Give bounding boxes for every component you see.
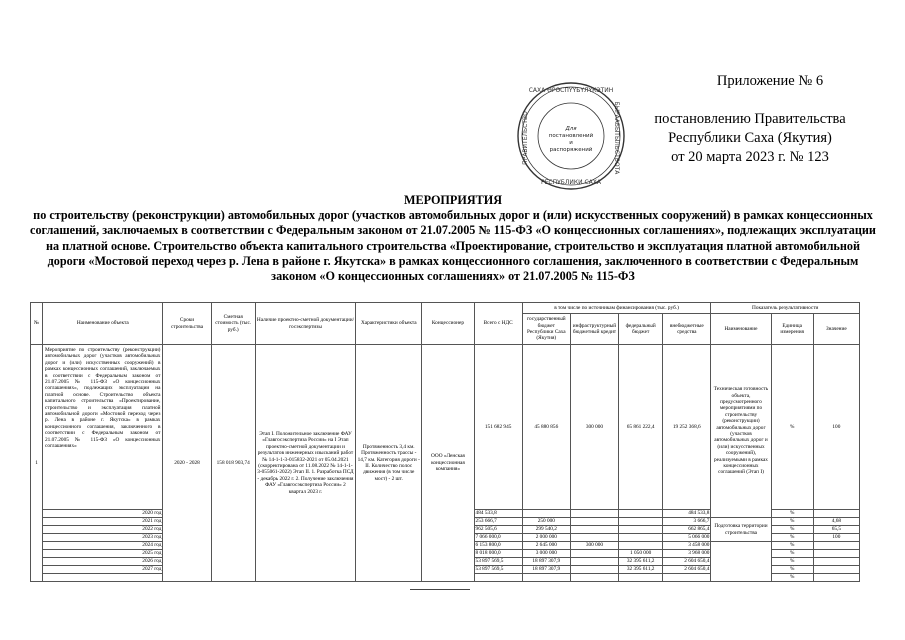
year-total: 7 066 000,0 (474, 534, 522, 542)
row-concessionaire: ООО «Ленская концессионная компания» (422, 345, 474, 582)
row-total: 151 682 945 (474, 345, 522, 510)
year-regional (522, 510, 570, 518)
row-period: 2020 - 2028 (163, 345, 211, 582)
year-total: 6 153 800,0 (474, 542, 522, 550)
header-src-federal: федеральный бюджет (619, 314, 663, 345)
year-regional: 299 540,2 (522, 526, 570, 534)
header-docs: Наличие проектно-сметной документации/госэкспертизы (255, 303, 355, 345)
year-infra (570, 534, 618, 542)
row-regional: 45 880 856 (522, 345, 570, 510)
year-label: 2024 год (43, 542, 163, 550)
year-total: 962 505,6 (474, 526, 522, 534)
row-res-name-2: Подготовка территории строительства (711, 518, 771, 542)
year-value (813, 566, 859, 574)
year-infra: 300 000 (570, 542, 618, 550)
svg-text:САХА ӨРӨСПҮҮБҮЛҮКЭТИН: САХА ӨРӨСПҮҮБҮЛҮКЭТИН (528, 87, 614, 94)
year-infra (570, 526, 618, 534)
year-label (43, 574, 163, 582)
header-concessionaire: Концессионер (422, 303, 474, 345)
year-federal (619, 518, 663, 526)
year-label: 2025 год (43, 550, 163, 558)
year-regional: 2 000 000 (522, 534, 570, 542)
svg-text:Для: Для (565, 126, 577, 132)
res-name-blank (711, 542, 771, 582)
year-infra (570, 510, 618, 518)
year-extra: 662 865,4 (663, 526, 711, 534)
year-unit: % (771, 550, 813, 558)
row-chars: Протяженность 3,4 км. Протяженность трассы - 14,7 км. Категория дороги - II. Количество полос движения (в том числе мост) - 2 шт. (356, 345, 422, 582)
svg-text:распоряжений: распоряжений (549, 147, 593, 153)
year-extra: 5 066 000 (663, 534, 711, 542)
annex-republic: Республики Саха (Якутия) (668, 130, 832, 146)
header-chars: Характеристики объекта (356, 303, 422, 345)
year-label: 2022 год (43, 526, 163, 534)
year-label: 2026 год (43, 558, 163, 566)
year-regional: 18 897 307,9 (522, 566, 570, 574)
year-total: 53 897 569,5 (474, 558, 522, 566)
row-num: 1 (31, 345, 43, 582)
end-divider (410, 589, 470, 590)
year-total: 53 897 569,5 (474, 566, 522, 574)
year-value (813, 510, 859, 518)
year-label: 2020 год (43, 510, 163, 518)
row-docs: Этап I. Положительное заключение ФАУ «Главгосэкспертиза России» на I Этап проектно-сметной документации и результатов инженерных изысканий работ № 14-1-1-3-015832-2021 от 05.04.2021 (скорректирована от 11.08.2022 № 14-1-1-3-055061-2022) Этап II. 1. Разработка ПСД - декабрь 2022 г. 2. Получение заключения ФАУ «Главгосэкспертиза России» 2 квартал 2023 г. (255, 345, 355, 582)
year-extra: 3 458 000 (663, 542, 711, 550)
year-value: 4,68 (813, 518, 859, 526)
document-title (28, 193, 878, 284)
year-value: 65,5 (813, 526, 859, 534)
year-total: 8 018 000,0 (474, 550, 522, 558)
header-total: Всего с НДС (474, 303, 522, 345)
year-unit: % (771, 566, 813, 574)
title-heading: МЕРОПРИЯТИЯ (403, 193, 503, 207)
year-value (813, 558, 859, 566)
year-value: 100 (813, 534, 859, 542)
annex-number: Приложение № 6 (716, 73, 824, 89)
header-src-extra: внебюджетные средства (663, 314, 711, 345)
header-results-group: Показатель результативности (711, 303, 860, 314)
year-infra (570, 558, 618, 566)
svg-text:БЫРААБЫТЫЛЬСТВОТА: БЫРААБЫТЫЛЬСТВОТА (613, 101, 620, 175)
year-unit: % (771, 510, 813, 518)
year-unit: % (771, 558, 813, 566)
year-unit: % (771, 574, 813, 582)
year-infra (570, 574, 618, 582)
year-federal: 1 050 000 (619, 550, 663, 558)
year-total: 253 666,7 (474, 518, 522, 526)
year-extra: 2 604 650,4 (663, 566, 711, 574)
row-cost: 158 018 903,74 (211, 345, 255, 582)
official-seal (515, 80, 627, 192)
year-unit: % (771, 542, 813, 550)
year-value (813, 542, 859, 550)
measures-table (30, 302, 860, 582)
svg-text:ПРАВИТЕЛЬСТВО: ПРАВИТЕЛЬСТВО (522, 111, 529, 165)
year-total: 484 533,8 (474, 510, 522, 518)
year-label: 2027 год (43, 566, 163, 574)
year-value (813, 574, 859, 582)
year-extra: 3 666,7 (663, 518, 711, 526)
year-regional: 3 000 000 (522, 550, 570, 558)
year-regional: 2 645 000 (522, 542, 570, 550)
header-src-infra: инфраструктурный бюджетный кредит (570, 314, 618, 345)
year-regional: 18 897 307,9 (522, 558, 570, 566)
year-federal: 32 395 611,2 (619, 566, 663, 574)
year-label: 2023 год (43, 534, 163, 542)
year-unit: % (771, 526, 813, 534)
year-regional: 250 000 (522, 518, 570, 526)
year-federal: 32 395 611,2 (619, 558, 663, 566)
year-label: 2021 год (43, 518, 163, 526)
year-federal (619, 574, 663, 582)
row-res-name: Техническая готовность объекта, предусмотренного мероприятиями по строительству (реконструкции) автомобильных дорог (участков автомобильных дорог и (или) искусственных сооружений), реализуемыми в рамках концессионных соглашений (Этап I) (711, 345, 771, 518)
year-infra (570, 566, 618, 574)
header-src-regional: государственный бюджет Республики Саха (Якутия) (522, 314, 570, 345)
year-infra (570, 550, 618, 558)
row-infra: 300 000 (570, 345, 618, 510)
year-unit: % (771, 518, 813, 526)
table-row (31, 345, 860, 510)
row-extra: 19 252 368,6 (663, 345, 711, 510)
year-extra: 484 533,8 (663, 510, 711, 518)
year-federal (619, 526, 663, 534)
year-extra: 3 968 000 (663, 550, 711, 558)
annex-date: от 20 марта 2023 г. № 123 (671, 149, 829, 165)
year-total (474, 574, 522, 582)
year-federal (619, 510, 663, 518)
row-res-unit: % (771, 345, 813, 510)
year-federal (619, 542, 663, 550)
row-res-value: 100 (813, 345, 859, 510)
svg-text:постановлений: постановлений (548, 133, 594, 139)
year-unit: % (771, 534, 813, 542)
header-num: № (31, 303, 43, 345)
header-sources-group: в том числе по источникам финансирования (тыс. руб.) (522, 303, 711, 314)
header-period: Сроки строительства (163, 303, 211, 345)
year-extra (663, 574, 711, 582)
title-body: по строительству (реконструкции) автомобильных дорог (участков автомобильных дорог и (или) искусственных сооружений) в рамках концессионных соглашений, заключаемых в соответствии с Федеральным законом от 21.07.2005 № 115-ФЗ «О концессионных соглашениях», подлежащих эксплуатации на платной основе. Строительство объекта капитального строительства «Проектирование, строительство и эксплуатация платной автомобильной дороги «Мостовой переход через р. Лена в районе г. Якутска» в рамках концессионного соглашения, заключенного в соответствии с Федеральным законом «О концессионных соглашениях» от 21.07.2005 № 115-ФЗ (30, 208, 876, 284)
row-federal: 65 861 222,4 (619, 345, 663, 510)
header-res-value: Значение (813, 314, 859, 345)
header-res-name: Наименование (711, 314, 771, 345)
svg-text:и: и (569, 140, 573, 146)
year-federal (619, 534, 663, 542)
svg-text:РЕСПУБЛИКИ САХА: РЕСПУБЛИКИ САХА (540, 179, 602, 186)
header-name: Наименование объекта (43, 303, 163, 345)
header-res-unit: Единица измерения (771, 314, 813, 345)
header-cost: Сметная стоимость (тыс. руб.) (211, 303, 255, 345)
row-name: Мероприятие по строительству (реконструкции) автомобильных дорог (участков автомобильных дорог и (или) искусственных сооружений) в рамках концессионных соглашений, заключаемых в соответствии с Федеральным законом от 21.07.2005 № 115-ФЗ «О концессионных соглашениях», подлежащих эксплуатации на платной основе. Строительство объекта капитального строительства «Проектирование, строительство и эксплуатация платной автомобильной дороги «Мостовой переход через р. Лена в районе г. Якутска» в рамках концессионного соглашения, заключенного в соответствии с Федеральным законом от 21.07.2005 № 115-ФЗ «О концессионных соглашениях» (43, 345, 163, 510)
year-infra (570, 518, 618, 526)
year-extra: 2 604 650,4 (663, 558, 711, 566)
year-regional (522, 574, 570, 582)
annex-resolution: постановлению Правительства (654, 111, 846, 127)
year-value (813, 550, 859, 558)
